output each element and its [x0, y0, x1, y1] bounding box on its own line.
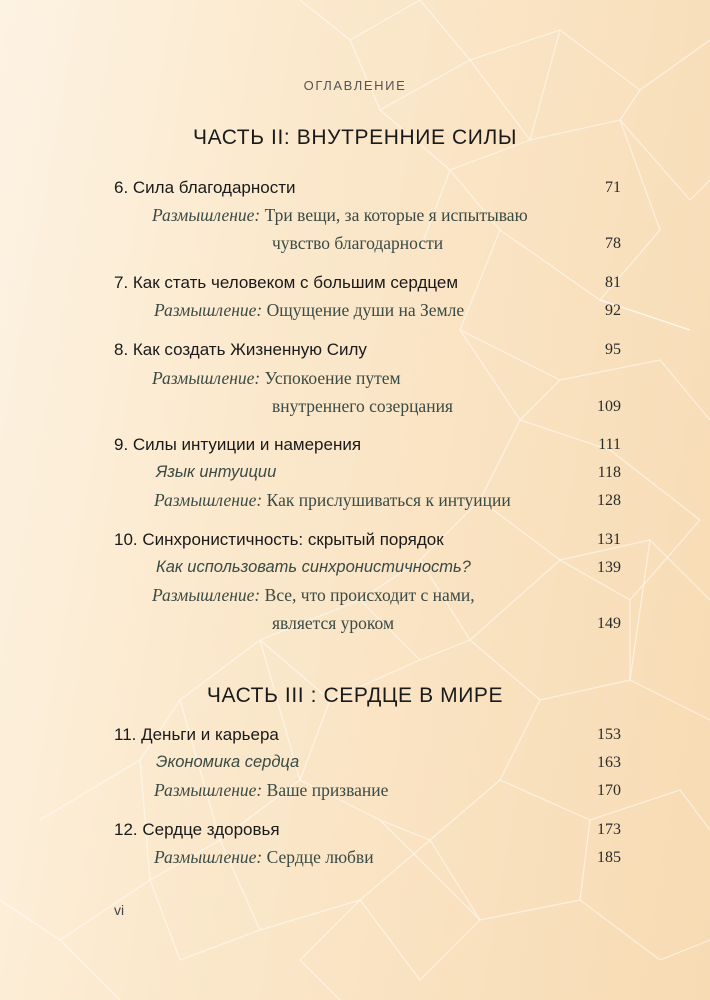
reflection-title: Три вещи, за которые я испытываю	[264, 205, 528, 225]
toc-chapter-9[interactable]	[0, 433, 710, 459]
reflection-entry	[154, 780, 388, 801]
reflection-title: Ощущение души на Земле	[266, 300, 465, 320]
reflection-entry	[154, 490, 511, 511]
page-number: 71	[605, 179, 621, 196]
chapter-title: 12. Сердце здоровья	[114, 820, 280, 839]
toc-sub-synchronicity[interactable]	[0, 556, 710, 582]
page-number: 128	[597, 492, 621, 509]
chapter-title: 10. Синхронистичность: скрытый порядок	[114, 530, 444, 549]
page-number: 149	[597, 615, 621, 632]
part-2-title: ЧАСТЬ II: ВНУТРЕННИЕ СИЛЫ	[192, 126, 518, 149]
page-number: 173	[597, 821, 621, 838]
reflection-label: Размышление:	[152, 368, 261, 388]
toc-reflection-gratitude-cont[interactable]	[0, 232, 710, 258]
section-title: Язык интуиции	[156, 463, 277, 481]
part-3-title: ЧАСТЬ III : СЕРДЦЕ В МИРЕ	[206, 684, 504, 707]
reflection-entry	[152, 585, 475, 606]
reflection-title-cont: чувство благодарности	[272, 233, 444, 253]
toc-chapter-11[interactable]	[0, 723, 710, 749]
toc-reflection-calm[interactable]	[0, 367, 710, 393]
reflection-entry	[152, 205, 528, 226]
toc-reflection-calm-cont[interactable]	[0, 395, 710, 421]
reflection-label: Размышление:	[152, 585, 261, 605]
toc-sub-intuition-language[interactable]	[0, 461, 710, 487]
reflection-title-cont: внутреннего созерцания	[272, 396, 453, 416]
reflection-entry	[152, 368, 401, 389]
reflection-label: Размышление:	[154, 490, 263, 510]
reflection-title: Успокоение путем	[264, 368, 401, 388]
page-number: 163	[597, 754, 621, 771]
reflection-label: Размышление:	[154, 847, 263, 867]
reflection-entry	[154, 300, 464, 321]
page-number: 185	[597, 849, 621, 866]
toc-sub-heart-economics[interactable]	[0, 751, 710, 777]
page-number: 78	[605, 235, 621, 252]
toc-chapter-8[interactable]	[0, 338, 710, 364]
reflection-label: Размышление:	[152, 205, 261, 225]
toc-chapter-10[interactable]	[0, 528, 710, 554]
reflection-title: Все, что происходит с нами,	[264, 585, 475, 605]
toc-reflection-gratitude[interactable]	[0, 204, 710, 230]
reflection-title: Как прислушиваться к интуиции	[266, 490, 511, 510]
reflection-title: Сердце любви	[266, 847, 374, 867]
page-number: 92	[605, 302, 621, 319]
chapter-title: 6. Сила благодарности	[114, 178, 296, 197]
page-number: 118	[597, 464, 621, 481]
reflection-label: Размышление:	[154, 300, 263, 320]
section-title: Как использовать синхронистичность?	[156, 558, 471, 576]
reflection-title: Ваше призвание	[266, 780, 389, 800]
page-number: 111	[598, 436, 621, 453]
reflection-title-cont: является уроком	[272, 613, 395, 633]
toc-chapter-7[interactable]	[0, 271, 710, 297]
reflection-entry	[154, 847, 374, 868]
toc-reflection-intuition[interactable]	[0, 489, 710, 515]
reflection-label: Размышление:	[154, 780, 263, 800]
page-number: 170	[597, 782, 621, 799]
section-title: Экономика сердца	[156, 753, 300, 771]
toc-reflection-soul[interactable]	[0, 299, 710, 325]
toc-chapter-12[interactable]	[0, 818, 710, 844]
page-number: 139	[597, 559, 621, 576]
page-number: 131	[597, 531, 621, 548]
toc-reflection-calling[interactable]	[0, 779, 710, 805]
chapter-title: 7. Как стать человеком с большим сердцем	[114, 273, 459, 292]
chapter-title: 9. Силы интуиции и намерения	[114, 435, 362, 454]
toc-reflection-love[interactable]	[0, 846, 710, 872]
page-number: 153	[597, 726, 621, 743]
page-number: 109	[597, 398, 621, 415]
page-number: 95	[605, 341, 621, 358]
page-folio: vi	[114, 902, 125, 918]
running-head: ОГЛАВЛЕНИЕ	[303, 78, 407, 93]
toc-chapter-6[interactable]	[0, 176, 710, 202]
page-number: 81	[605, 274, 621, 291]
toc-reflection-lesson[interactable]	[0, 584, 710, 610]
chapter-title: 11. Деньги и карьера	[114, 725, 279, 744]
chapter-title: 8. Как создать Жизненную Силу	[114, 340, 367, 359]
toc-reflection-lesson-cont[interactable]	[0, 612, 710, 638]
